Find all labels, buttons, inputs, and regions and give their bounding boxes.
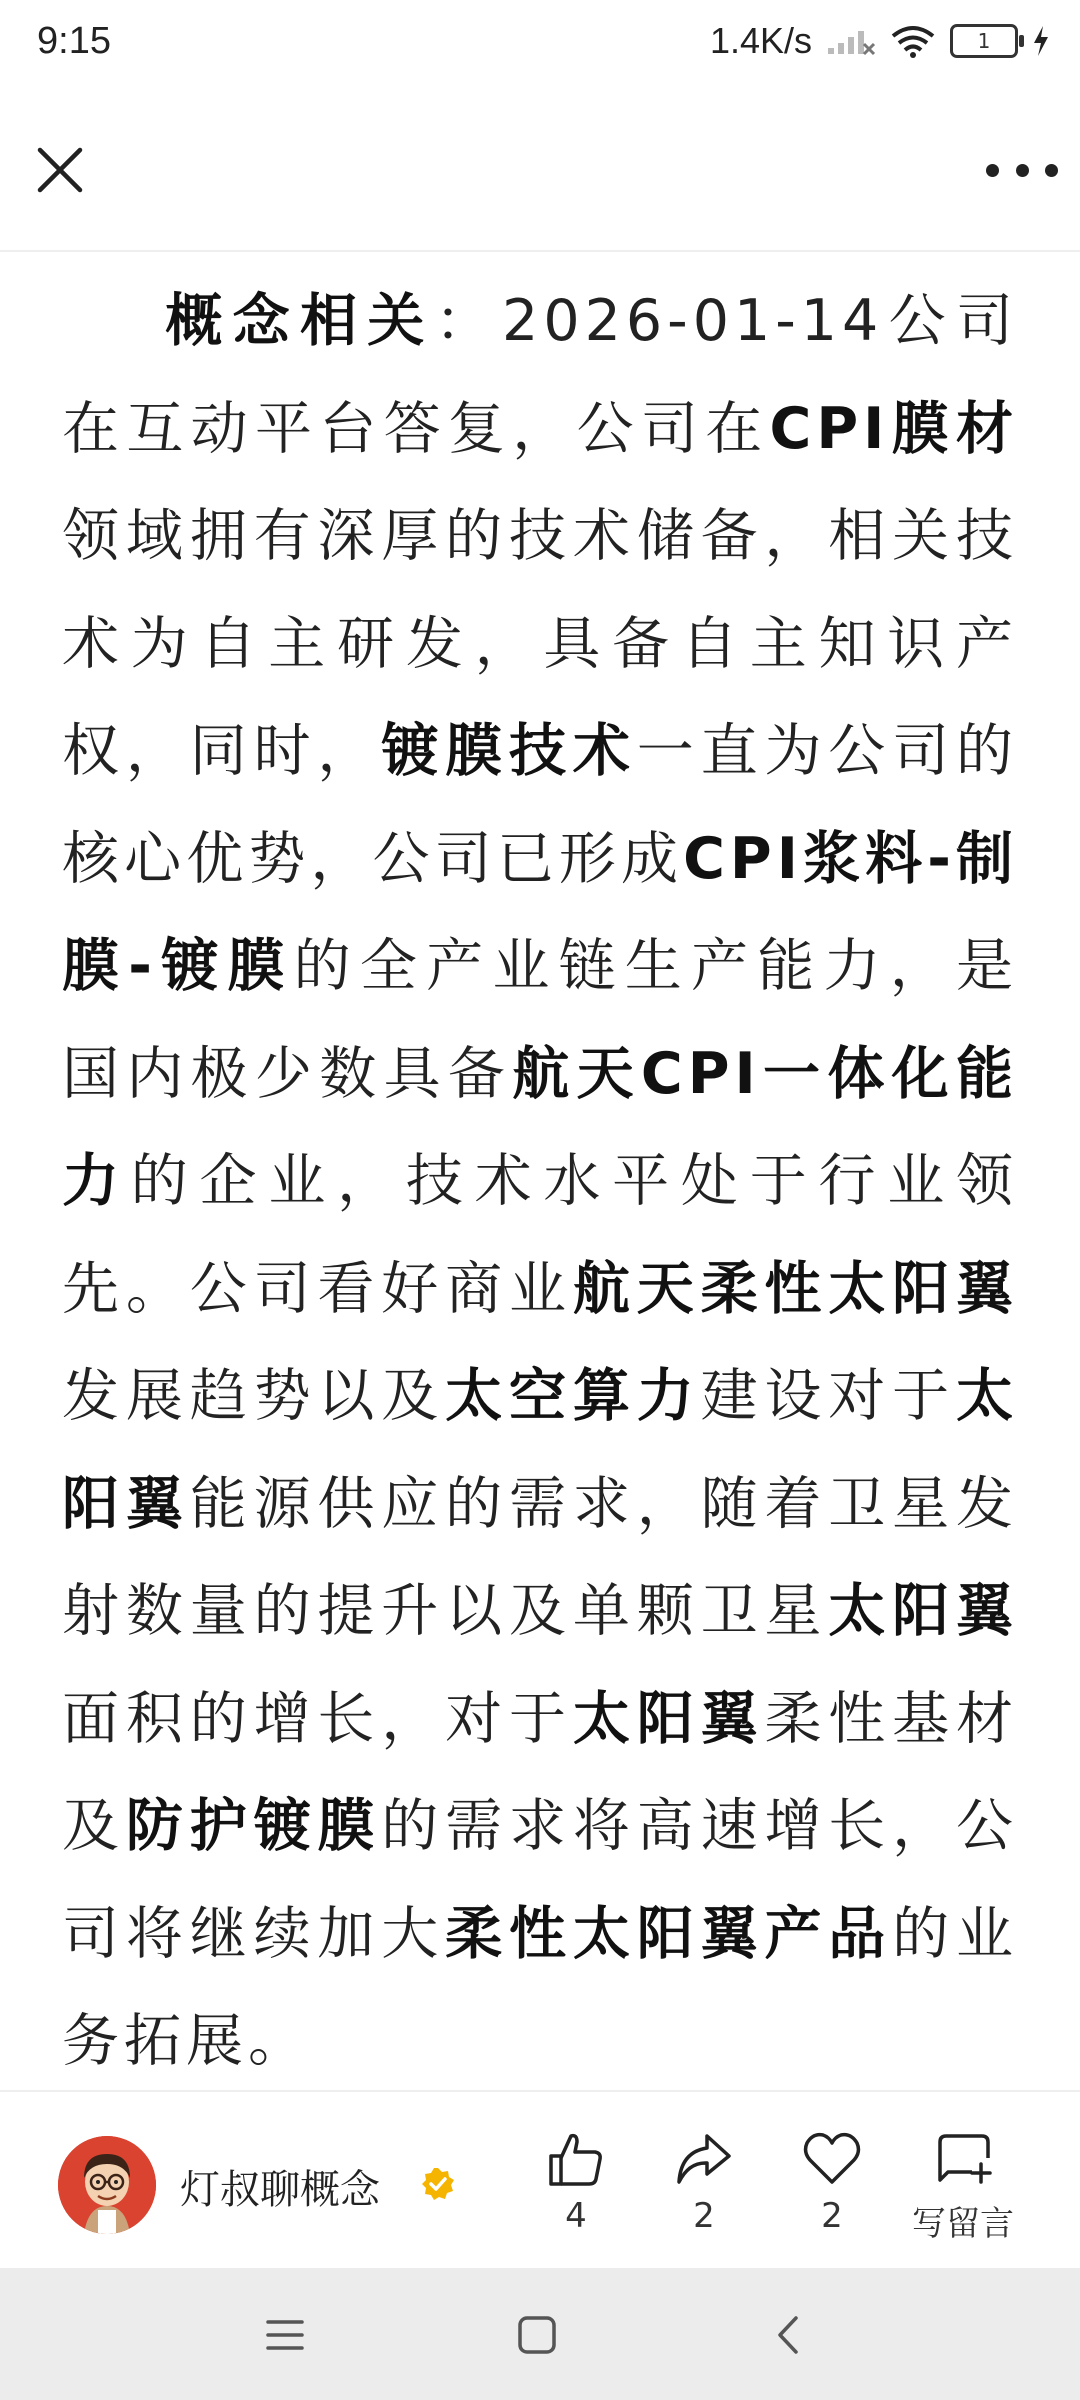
- article-keyword: 太阳翼: [828, 1578, 1019, 1644]
- battery-icon: [950, 24, 1018, 58]
- charging-icon: [1032, 25, 1050, 57]
- article-keyword: 航天CPI一体化能力: [62, 1040, 1018, 1214]
- menu-icon: [258, 2308, 312, 2362]
- wifi-icon: [890, 24, 936, 58]
- like-count: 4: [565, 2196, 587, 2236]
- article-keyword: 概念相关: [160, 288, 435, 354]
- verified-badge-icon: [420, 2166, 456, 2202]
- status-time: 9:15: [37, 20, 111, 62]
- article-keyword: 镀膜技术: [381, 718, 637, 784]
- author-name[interactable]: 灯叔聊概念: [180, 2167, 380, 2213]
- article-keyword: CPI膜材: [769, 395, 1018, 462]
- article-text-segment: 建设对于: [700, 1363, 957, 1429]
- share-button[interactable]: [654, 2128, 754, 2236]
- article-text-segment: 的业务拓展。: [62, 1900, 1019, 2074]
- article-text-segment: ：2026-01-14公司在互动平台答复，公司在: [62, 288, 1019, 462]
- close-icon: [28, 138, 92, 202]
- article-text-segment: 能源供应的需求，随着卫星发射数量的提升以及单颗卫星: [62, 1470, 1019, 1644]
- favorite-count: 2: [821, 2196, 843, 2236]
- article-keyword: 太阳翼: [62, 1363, 1019, 1537]
- write-comment-label: 写留言: [912, 2204, 1014, 2244]
- more-dots-icon: [986, 164, 999, 177]
- article-keyword: 柔性太阳翼产品: [445, 1900, 893, 1967]
- thumbs-up-icon: [545, 2128, 607, 2190]
- comment-add-icon: [932, 2128, 994, 2190]
- article-text-segment: 一直为公司的核心优势，公司已形成: [62, 718, 1019, 892]
- article-body: [62, 268, 1018, 2096]
- share-icon: [673, 2128, 735, 2190]
- article-text-segment: 的企业，技术水平处于行业领先。公司看好商业: [62, 1148, 1019, 1322]
- article-text-segment: 的需求将高速增长，公司将继续加大: [62, 1793, 1019, 1967]
- article-keyword: 太空算力: [445, 1363, 701, 1429]
- back-icon: [762, 2308, 816, 2362]
- article-text-segment: 发展趋势以及: [62, 1363, 446, 1429]
- like-button[interactable]: [526, 2128, 626, 2236]
- write-comment-button[interactable]: [900, 2128, 1026, 2245]
- share-count: 2: [693, 2196, 715, 2236]
- bottom-action-bar: [0, 2090, 1080, 2270]
- article-text-segment: 柔性基材及: [62, 1685, 1019, 1859]
- article-keyword: 防护镀膜: [125, 1793, 382, 1859]
- article-text-segment: 面积的增长，对于: [62, 1685, 573, 1752]
- network-speed: 1.4K/s: [709, 20, 812, 61]
- battery-level: 1: [977, 29, 991, 53]
- system-nav-bar: [0, 2268, 1080, 2400]
- close-button[interactable]: [28, 138, 92, 202]
- home-icon: [510, 2308, 564, 2362]
- heart-icon: [801, 2128, 863, 2190]
- top-bar: [0, 110, 1080, 252]
- status-bar: [0, 0, 1080, 90]
- article-keyword: CPI浆料-制膜-镀膜: [62, 825, 1018, 999]
- signal-icon: [826, 26, 876, 56]
- article-text-segment: 的全产业链生产能力，是国内极少数具备: [62, 933, 1018, 1107]
- more-options-button[interactable]: [986, 150, 1058, 190]
- article-keyword: 太阳翼: [572, 1685, 765, 1752]
- home-button[interactable]: [510, 2308, 564, 2362]
- recent-apps-button[interactable]: [258, 2308, 312, 2362]
- article-keyword: 航天柔性太阳翼: [572, 1255, 1019, 1322]
- author-avatar[interactable]: [58, 2136, 156, 2234]
- favorite-button[interactable]: [782, 2128, 882, 2236]
- status-indicators: [710, 20, 1050, 62]
- back-button[interactable]: [762, 2308, 816, 2362]
- article-paragraph: [62, 288, 1018, 2074]
- article-text-segment: 领域拥有深厚的技术储备，相关技术为自主研发，具备自主知识产权，同时，: [62, 503, 1018, 784]
- avatar-illustration: [58, 2136, 156, 2234]
